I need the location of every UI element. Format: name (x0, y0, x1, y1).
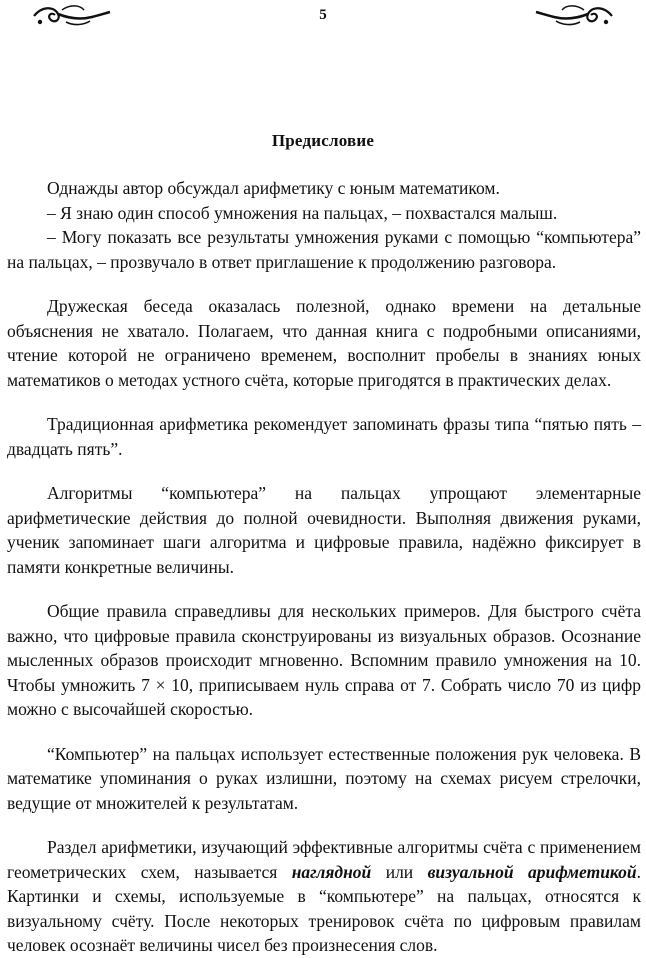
body-text (7, 176, 641, 958)
paragraph: Традиционная арифметика рекомендует запоминать фразы типа “пятью пять – двадцать пять”. (7, 414, 641, 459)
paragraph: Однажды автор обсуждал арифметику с юным математиком. (47, 178, 500, 198)
paragraph: “Компьютер” на пальцах использует естественные положения рук человека. В математике упоминания о руках излишни, поэтому на схемах рисуем стрелочки, ведущие от множителей к результатам. (7, 743, 641, 813)
page-number: 5 (319, 7, 327, 23)
text-run: . Картинки и схемы, используемые в “компьютере” на пальцах, относятся к визуальному счёту. После некоторых тренировок счёта по цифровым правилам человек осознаёт величины чисел без произнесения слов. (7, 861, 641, 955)
text-run: или (371, 861, 428, 882)
page-header (0, 0, 646, 34)
paragraph: Дружеская беседа оказалась полезной, однако времени на детальные объяснения не хватало. Полагаем, что данная книга с подробными описаниями, чтение которой не ограничено временем, восполнит пробелы в знаниях юных математиков о методах устного счёта, которые пригодятся в практических делах. (7, 296, 641, 390)
paragraph: – Я знаю один способ умножения на пальцах, – похвастался малыш. (47, 202, 558, 223)
paragraph: – Могу показать все результаты умножения руками с помощью “компьютера” на пальцах, – прозвучало в ответ приглашение к продолжению разговора. (7, 227, 641, 272)
paragraph: Общие правила справедливы для нескольких примеров. Для быстрого счёта важно, что цифровые правила сконструированы из визуальных образов. Осознание мысленных образов происходит мгновенно. Вспомним правило умножения на 10. Чтобы умножить 7 × 10, приписываем нуль справа от 7. Собрать число 70 из цифр можно с высочайшей скоростью. (7, 601, 641, 719)
text-run: Раздел арифметики, изучающий эффективные алгоритмы счёта с применением геометрических схем, называется (7, 837, 641, 882)
term-naglyadnaya: наглядной (291, 861, 372, 882)
term-vizualnaya: визуальной арифметикой (427, 861, 637, 882)
chapter-title: Предисловие (271, 131, 375, 150)
paragraph: Алгоритмы “компьютера” на пальцах упрощают элементарные арифметические действия до полной очевидности. Выполняя движения руками, ученик запоминает шаги алгоритма и цифровые правила, надёжно фиксирует в памяти конкретные величины. (7, 483, 641, 577)
right-ornament-icon (534, 2, 614, 28)
paragraph-last (7, 835, 641, 958)
